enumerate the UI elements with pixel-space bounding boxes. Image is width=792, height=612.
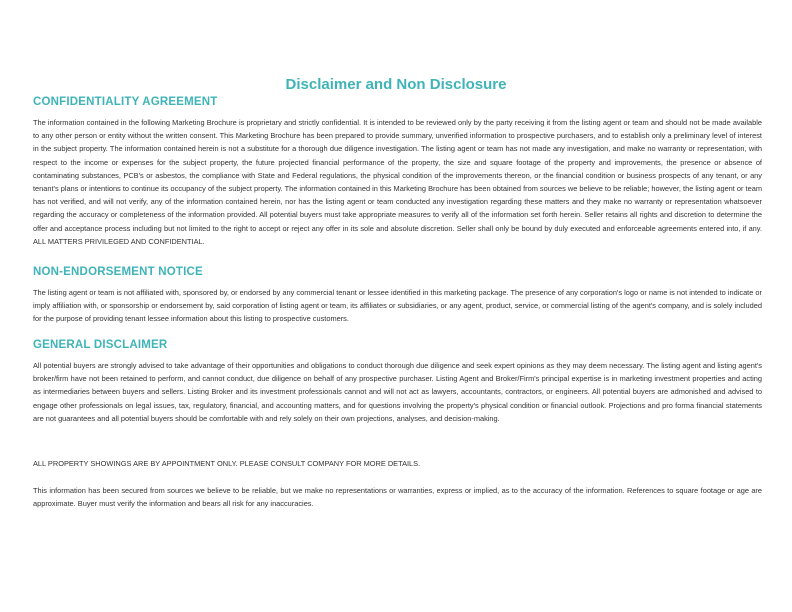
showings-note: ALL PROPERTY SHOWINGS ARE BY APPOINTMENT ONLY. PLEASE CONSULT COMPANY FOR MORE DETAILS. [33,459,421,468]
general-disclaimer-body: All potential buyers are strongly advised to take advantage of their opportunities and obligations to conduct thorough due diligence and seek expert opinions as they may deem necessary. The listing agent and listing agent's broker/firm have not been retained to perform, and cannot conduct, due diligence on behalf of any prospective purchaser. Listing Agent and Broker/Firm's principal expertise is in marketing investment properties and acting as intermediaries between buyers and sellers. Listing Broker and its investment professionals cannot and will not act as lawyers, accountants, contractors, or engineers. All potential buyers are admonished and advised to engage other professionals on legal issues, tax, regulatory, financial, and accounting matters, and for questions involving the property's physical condition or financial outlook. Projections and pro forma financial statements are not guarantees and all potential buyers should be comfortable with and rely solely on their own projections, analyses, and decision-making. [33,361,762,423]
page-title: Disclaimer and Non Disclosure [285,76,507,93]
non-endorsement-heading: NON-ENDORSEMENT NOTICE [33,266,203,278]
confidentiality-heading: CONFIDENTIALITY AGREEMENT [33,96,218,108]
confidentiality-body: The information contained in the following Marketing Brochure is proprietary and strictly confidential. It is intended to be reviewed only by the party receiving it from the listing agent or team and should not be made available to any other person or entity without the written consent. This Marketing Brochure has been prepared to provide summary, unverified information to prospective purchasers, and to establish only a preliminary level of interest in the subject property. The information contained herein is not a substitute for a thorough due diligence investigation. The listing agent or team has not made any investigation, and make no warranty or representation, with respect to the income or expenses for the subject property, the future projected financial performance of the property, the size and square footage of the property and improvements, the presence or absence of contaminating substances, PCB's or asbestos, the compliance with State and Federal regulations, the physical condition of the improvements thereon, or the financial condition or business prospects of any tenant, or any tenant's plans or intentions to continue its occupancy of the subject property. The information contained in this Marketing Brochure has been obtained from sources we believe to be reliable; however, the listing agent or team has not verified, and will not verify, any of the information contained herein, nor has the listing agent or team conducted any investigation regarding these matters and they make no warranty or representation whatsoever regarding the accuracy or completeness of the information provided. All potential buyers must take appropriate measures to verify all of the information set forth herein. Seller retains all rights and discretion to determine the offer and acceptance process including but not limited to the right to accept or reject any offer in its sole and absolute discretion. Seller shall only be bound by duly executed and enforceable agreements entered into, if any. ALL MATTERS PRIVILEGED AND CONFIDENTIAL. [33,118,762,246]
reliability-note: This information has been secured from sources we believe to be reliable, but we make no representations or warranties, express or implied, as to the accuracy of the information. References to square footage or age are approximate. Buyer must verify the information and bears all risk for any inaccuracies. [33,486,762,509]
non-endorsement-body: The listing agent or team is not affiliated with, sponsored by, or endorsed by any commercial tenant or lessee identified in this marketing package. The presence of any corporation's logo or name is not intended to indicate or imply affiliation with, or sponsorship or endorsement by, said corporation of listing agent or team, its affiliates or subsidiaries, or any agent, product, service, or commercial listing of the agent's company, and is solely included for the purpose of providing tenant lessee information about this listing to prospective customers. [33,288,762,324]
general-disclaimer-heading: GENERAL DISCLAIMER [33,339,168,351]
